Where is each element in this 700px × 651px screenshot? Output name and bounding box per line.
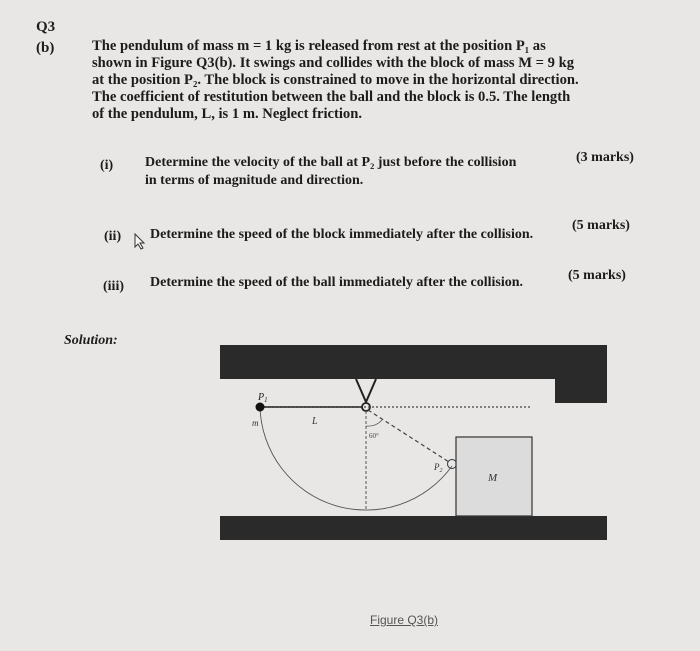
- subpart-i-label: (i): [100, 158, 114, 173]
- ball-p2: [448, 460, 457, 469]
- label-angle: 60°: [369, 432, 379, 440]
- intro-line: of the pendulum, L, is 1 m. Neglect friction.: [92, 106, 362, 122]
- intro-line: The pendulum of mass m = 1 kg is released from rest at the position P₁ as: [92, 38, 546, 54]
- part-label: (b): [36, 40, 55, 56]
- label-block: M: [488, 472, 498, 484]
- subpart-iii-label: (iii): [103, 279, 124, 294]
- pendulum-figure: [220, 340, 690, 550]
- top-wall: [220, 345, 607, 379]
- swing-arc: [260, 407, 452, 510]
- subpart-i-text-line1: Determine the velocity of the ball at P₂ just before the collision: [145, 155, 517, 170]
- floor: [220, 516, 607, 540]
- subpart-ii-text: Determine the speed of the block immediately after the collision.: [150, 227, 534, 242]
- solution-label: Solution:: [64, 333, 118, 348]
- subpart-i-marks: (3 marks): [576, 150, 634, 165]
- string-at-p2: [368, 410, 449, 462]
- subpart-iii-text: Determine the speed of the ball immediately after the collision.: [150, 275, 524, 290]
- pivot-support: [356, 379, 376, 402]
- label-length: L: [312, 416, 318, 427]
- subpart-ii-label: (ii): [104, 229, 122, 244]
- label-mass: m: [252, 418, 259, 428]
- angle-arc: [366, 420, 382, 426]
- figure-caption: Figure Q3(b): [370, 613, 439, 627]
- intro-line: The coefficient of restitution between the ball and the block is 0.5. The length: [92, 89, 571, 105]
- label-p1: $P_1$: [258, 392, 268, 404]
- intro-line: at the position P₂. The block is constrained to move in the horizontal direction.: [92, 72, 579, 88]
- subpart-iii-marks: (5 marks): [568, 268, 626, 283]
- question-number: Q3: [36, 19, 56, 35]
- mouse-cursor-icon: [133, 232, 147, 250]
- intro-line: shown in Figure Q3(b). It swings and collides with the block of mass M = 9 kg: [92, 55, 574, 71]
- label-p2: $P_2$: [434, 462, 443, 474]
- right-wall: [555, 345, 607, 403]
- subpart-ii-marks: (5 marks): [572, 218, 630, 233]
- subpart-i-text-line2: in terms of magnitude and direction.: [145, 173, 364, 188]
- question-intro: [92, 38, 652, 123]
